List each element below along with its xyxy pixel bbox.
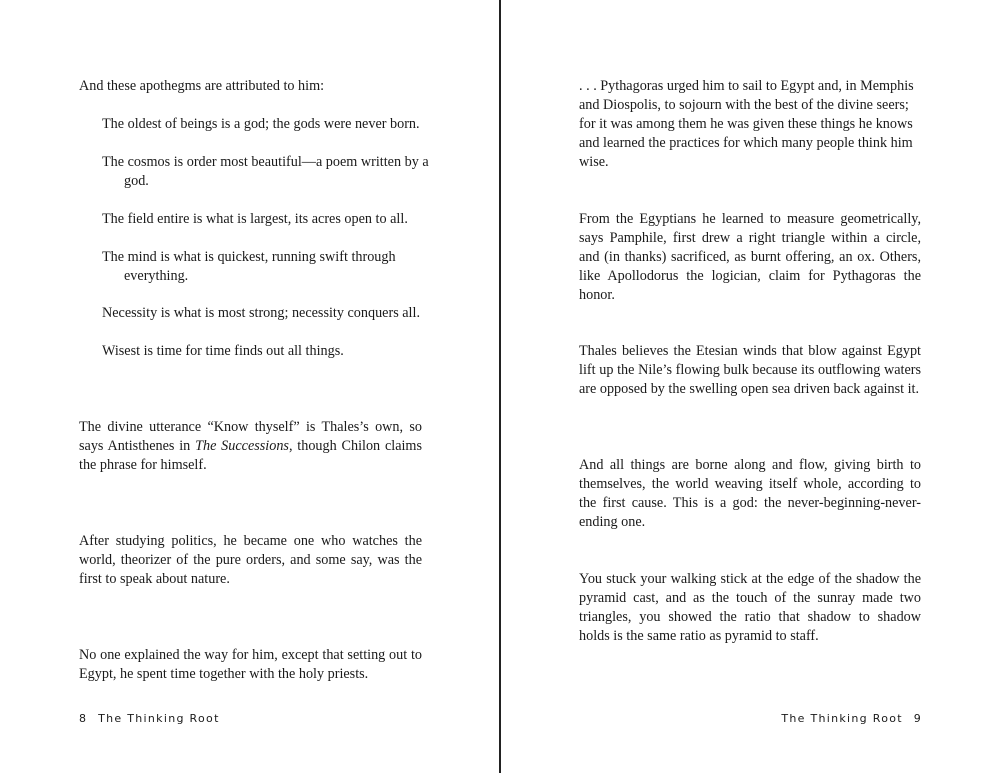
apothegm-6: Wisest is time for time finds out all things.: [102, 343, 344, 359]
left-page: [0, 0, 499, 773]
etesian-winds-paragraph: Thales believes the Etesian winds that blow against Egypt lift up the Nile’s flowing bulk because its outflowing waters are opposed by the swelling open sea driven back against it.: [579, 343, 921, 398]
apothegm-3: The field entire is what is largest, its acres open to all.: [102, 211, 408, 227]
pyramid-shadow-paragraph: You stuck your walking stick at the edge of the shadow the pyramid cast, and as the touch of the sunray made two triangles, you showed the ratio that shadow to shadow holds is the same ratio as pyramid to staff.: [579, 571, 921, 645]
apothegm-5: Necessity is what is most strong; necessity conquers all.: [102, 305, 420, 321]
left-page-footer: [79, 712, 220, 725]
apothegms-intro: And these apothegms are attributed to him:: [79, 78, 325, 94]
left-page-number: 8: [79, 712, 88, 725]
right-running-title: The Thinking Root: [781, 712, 903, 725]
apothegm-4: The mind is what is quickest, running swift through everything.: [102, 249, 396, 285]
politics-paragraph: After studying politics, he became one who watches the world, theorizer of the pure orders, and some say, was the first to speak about nature.: [79, 533, 422, 588]
geometry-paragraph: From the Egyptians he learned to measure geometrically, says Pamphile, first drew a right triangle within a circle, and (in thanks) sacrificed, as burnt offering, an ox. Others, like Apollodorus the logician, claim for Pythagoras the honor.: [579, 211, 921, 304]
book-title-the-successions: The Successions: [195, 438, 289, 455]
right-page-footer: [781, 712, 922, 725]
egypt-priests-paragraph: No one explained the way for him, except that setting out to Egypt, he spent time together with the holy priests.: [79, 647, 422, 683]
divine-seers-paragraph: . . . Pythagoras urged him to sail to Egypt and, in Memphis and Diospolis, to sojourn with the best of the divine seers; for it was among them he was given these things he knows and learned the practices for which many people think him wise.: [579, 78, 914, 171]
know-thyself-paragraph: [79, 418, 422, 475]
apothegm-2: The cosmos is order most beautiful—a poem written by a god.: [102, 154, 429, 190]
right-page: [501, 0, 1000, 773]
all-things-flow-paragraph: And all things are borne along and flow, giving birth to themselves, the world weaving itself whole, according to the first cause. This is a god: the never-beginning-never-ending one.: [579, 457, 921, 531]
know-thyself-text-after: , though Chilon claims the phrase for himself.: [79, 438, 422, 474]
know-thyself-text-before: The divine utterance “Know thyself” is Thales’s own, so says Antisthenes in: [79, 419, 422, 455]
right-page-number: 9: [913, 712, 922, 725]
apothegm-1: The oldest of beings is a god; the gods were never born.: [102, 116, 420, 132]
left-running-title: The Thinking Root: [98, 712, 220, 725]
